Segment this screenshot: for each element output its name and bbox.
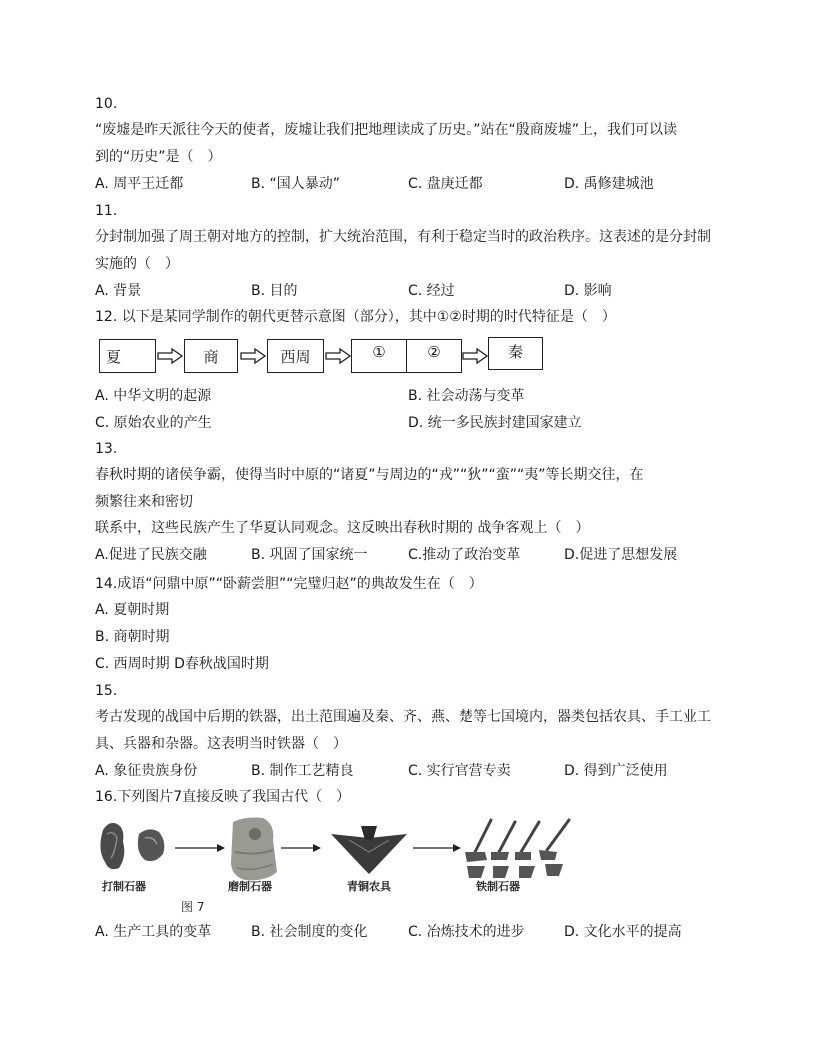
arrow-right-icon [462, 348, 488, 364]
q16-option-a: A. 生产工具的变革 [95, 924, 212, 940]
q11-option-b: B. 目的 [251, 283, 298, 299]
iron-tools-icon [475, 820, 569, 852]
bronze-plow-icon [331, 826, 407, 874]
q10-stem-line1: “废墟是昨天派往今天的使者，废墟让我们把地理读成了历史。”站在“殷商废墟”上，我们可以读 [95, 122, 678, 138]
q10-option-a: A. 周平王迁都 [95, 176, 184, 192]
q11-number: 11. [95, 203, 118, 219]
caption-polished-stone: 磨制石器 [228, 880, 272, 893]
q13-option-a: A.促进了民族交融 [95, 547, 207, 563]
q13-stem-line2: 频繁往来和密切 [95, 494, 193, 510]
q11-stem-line1: 分封制加强了周王朝对地方的控制，扩大统治范围，有利于稳定当时的政治秩序。这表述的是分封制 [95, 229, 711, 245]
q12-option-c: C. 原始农业的产生 [95, 415, 212, 431]
arrow-right-icon [325, 348, 351, 364]
q10-option-d: D. 禹修建城池 [564, 176, 654, 192]
q10-stem-line2: 到的“历史”是（ ） [95, 149, 222, 165]
q15-stem-line2: 具、兵器和杂器。这表明当时铁器（ ） [95, 736, 347, 752]
q11-option-a: A. 背景 [95, 283, 142, 299]
dynasty-box-shang: 商 [184, 339, 238, 373]
q11-option-c: C. 经过 [408, 283, 455, 299]
figure-label: 图 7 [181, 900, 205, 914]
q16-option-d: D. 文化水平的提高 [564, 924, 682, 940]
tools-illustration [95, 812, 595, 894]
q12-option-a: A. 中华文明的起源 [95, 388, 212, 404]
q15-option-c: C. 实行官营专卖 [408, 763, 511, 779]
q12-stem: 12. 以下是某同学制作的朝代更替示意图（部分），其中①②时期的时代特征是（ ） [95, 309, 616, 325]
q13-option-b: B. 巩固了国家统一 [251, 547, 368, 563]
q16-stem: 16.下列图片7直接反映了我国古代（ ） [95, 789, 351, 805]
q12-option-b: B. 社会动荡与变革 [408, 388, 525, 404]
q10-option-b: B. “国人暴动” [251, 176, 341, 192]
q11-stem-line2: 实施的（ ） [95, 256, 179, 272]
q10-option-c: C. 盘庚迁都 [408, 176, 483, 192]
arrow-right-icon [157, 348, 183, 364]
dynasty-box-western-zhou: 西周 [267, 339, 324, 373]
q13-stem-line1: 春秋时期的诸侯争霸，使得当时中原的“诸夏”与周边的“戎”“狄”“蛮”“夷”等长期交往，在 [95, 467, 644, 483]
q14-stem: 14.成语“问鼎中原”“卧薪尝胆”“完璧归赵”的典故发生在（ ） [95, 576, 483, 592]
arrow-right-icon [240, 348, 266, 364]
q14-option-c-d: C. 西周时期 D春秋战国时期 [95, 656, 269, 672]
q11-option-d: D. 影响 [564, 283, 612, 299]
q12-option-d: D. 统一多民族封建国家建立 [408, 415, 582, 431]
dynasty-box-period-2: ② [406, 339, 462, 373]
dynasty-box-period-1: ① [351, 339, 407, 373]
q13-stem-line3: 联系中，这些民族产生了华夏认同观念。这反映出春秋时期的 战争客观上（ ） [95, 520, 590, 536]
caption-iron-tools: 铁制石器 [476, 880, 520, 893]
q15-number: 15. [95, 683, 118, 699]
caption-bronze-tools: 青铜农具 [347, 880, 391, 893]
q15-option-b: B. 制作工艺精良 [251, 763, 354, 779]
q15-stem-line1: 考古发现的战国中后期的铁器，出土范围遍及秦、齐、燕、楚等七国境内，器类包括农具、手工业工 [95, 709, 711, 725]
q13-number: 13. [95, 441, 118, 457]
q16-option-b: B. 社会制度的变化 [251, 924, 368, 940]
q13-option-d: D.促进了思想发展 [564, 547, 678, 563]
caption-chipped-stone: 打制石器 [102, 880, 146, 893]
q13-option-c: C.推动了政治变革 [408, 547, 521, 563]
dynasty-box-qin: 秦 [488, 337, 543, 370]
polished-stone-tool-icon [231, 818, 277, 881]
q14-option-a: A. 夏朝时期 [95, 602, 170, 618]
q14-option-b: B. 商朝时期 [95, 629, 170, 645]
dynasty-box-xia: 夏 [99, 339, 156, 373]
q15-option-a: A. 象征贵族身份 [95, 763, 198, 779]
q10-number: 10. [95, 96, 118, 112]
q16-option-c: C. 冶炼技术的进步 [408, 924, 525, 940]
q15-option-d: D. 得到广泛使用 [564, 763, 668, 779]
iron-blades-icon [465, 850, 563, 878]
chipped-stone-tool-icon [100, 823, 164, 869]
